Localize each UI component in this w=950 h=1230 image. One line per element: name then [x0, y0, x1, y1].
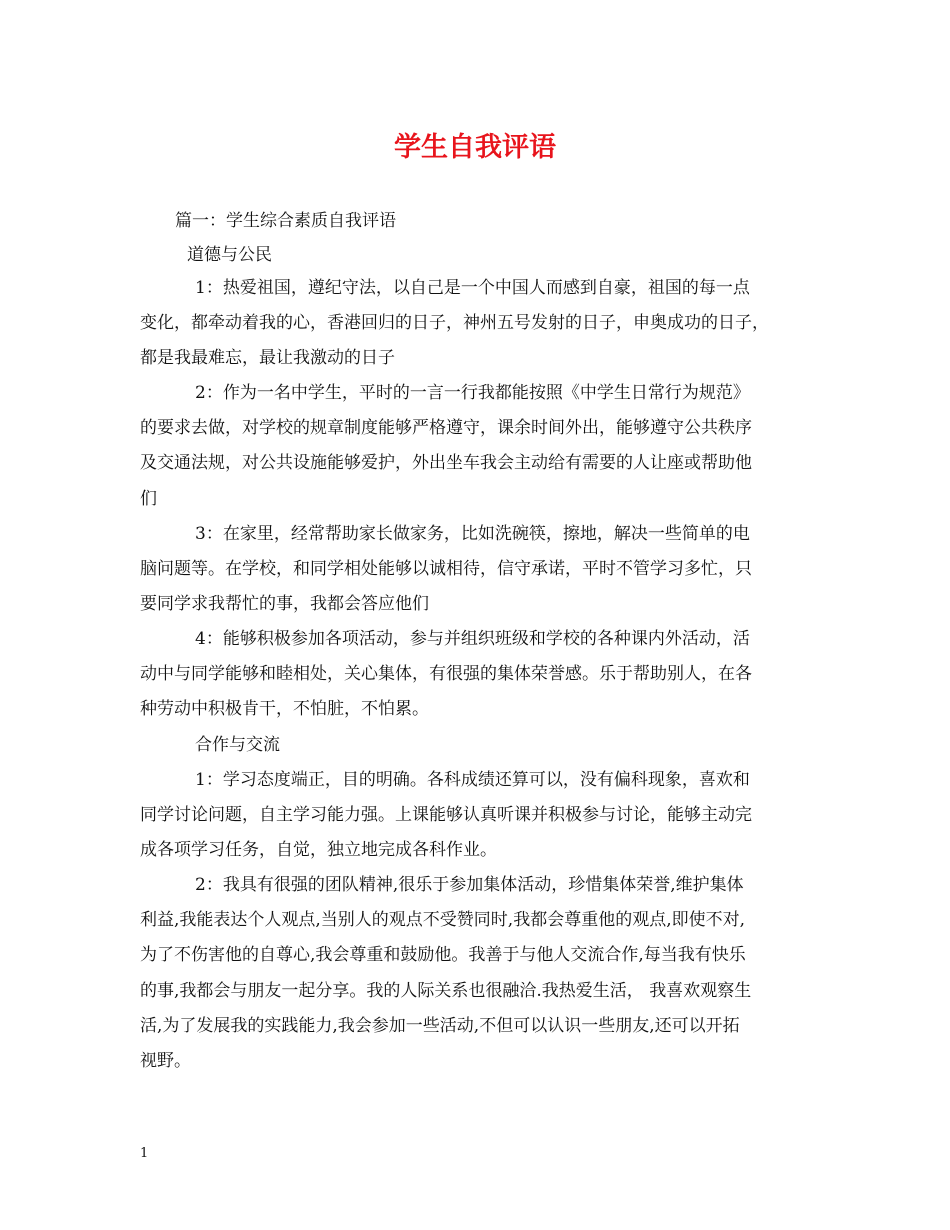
paragraph-line: 的要求去做，对学校的规章制度能够严格遵守，课余时间外出，能够遵守公共秩序: [140, 418, 752, 438]
page-number: 1: [140, 1146, 149, 1161]
subsection-heading: 合作与交流: [195, 735, 280, 755]
paragraph-line: 利益,我能表达个人观点,当别人的观点不受赞同时,我都会尊重他的观点,即使不对,: [140, 910, 746, 930]
section-heading: 篇一：学生综合素质自我评语: [175, 211, 396, 231]
paragraph-line: 4：能够积极参加各项活动，参与并组织班级和学校的各种课内外活动，活: [195, 629, 750, 649]
paragraph-line: 视野。: [140, 1051, 191, 1071]
paragraph-line: 1：学习态度端正，目的明确。各科成绩还算可以，没有偏科现象，喜欢和: [195, 770, 750, 790]
paragraph-line: 都是我最难忘，最让我激动的日子: [140, 348, 395, 368]
paragraph-line: 2：我具有很强的团队精神,很乐于参加集体活动，珍惜集体荣誉,维护集体: [195, 875, 744, 895]
paragraph-line: 3：在家里，经常帮助家长做家务，比如洗碗筷，擦地，解决一些简单的电: [195, 524, 750, 544]
paragraph-line: 同学讨论问题，自主学习能力强。上课能够认真听课并积极参与讨论，能够主动完: [140, 805, 752, 825]
paragraph-line: 2：作为一名中学生，平时的一言一行我都能按照《中学生日常行为规范》: [195, 383, 750, 403]
paragraph-line: 们: [140, 489, 157, 509]
paragraph-line: 为了不伤害他的自尊心,我会尊重和鼓励他。我善于与他人交流合作,每当我有快乐: [140, 945, 746, 965]
paragraph-line: 的事,我都会与朋友一起分享。我的人际关系也很融洽.我热爱生活， 我喜欢观察生: [140, 981, 752, 1001]
paragraph-line: 1：热爱祖国，遵纪守法，以自己是一个中国人而感到自豪，祖国的每一点: [195, 278, 750, 298]
subsection-heading: 道德与公民: [187, 245, 272, 265]
paragraph-line: 及交通法规，对公共设施能够爱护，外出坐车我会主动给有需要的人让座或帮助他: [140, 453, 752, 473]
paragraph-line: 脑问题等。在学校，和同学相处能够以诚相待，信守承诺，平时不管学习多忙，只: [140, 559, 752, 579]
paragraph-line: 成各项学习任务，自觉，独立地完成各科作业。: [140, 840, 497, 860]
paragraph-line: 变化，都牵动着我的心，香港回归的日子，神州五号发射的日子，申奥成功的日子，: [140, 313, 769, 333]
document-title: 学生自我评语: [394, 132, 556, 163]
paragraph-line: 种劳动中积极肯干，不怕脏，不怕累。: [140, 699, 429, 719]
paragraph-line: 活,为了发展我的实践能力,我会参加一些活动,不但可以认识一些朋友,还可以开拓: [140, 1016, 740, 1036]
paragraph-line: 动中与同学能够和睦相处，关心集体，有很强的集体荣誉感。乐于帮助别人，在各: [140, 664, 752, 684]
paragraph-line: 要同学求我帮忙的事，我都会答应他们: [140, 594, 429, 614]
